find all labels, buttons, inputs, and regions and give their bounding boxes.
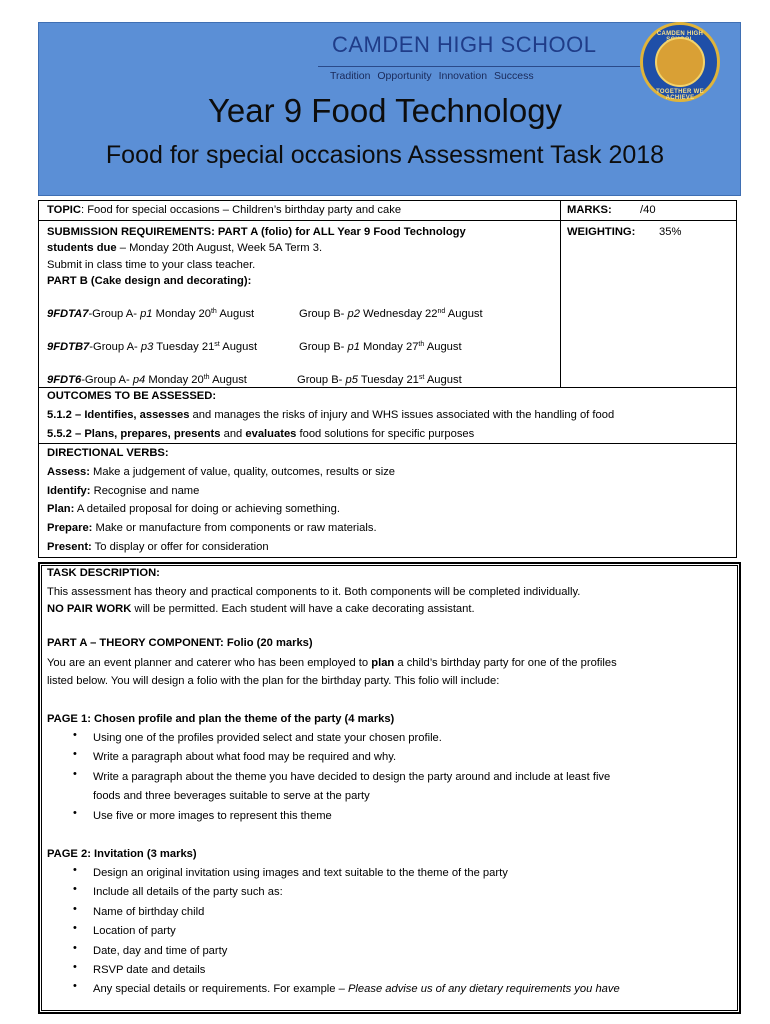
class-code: 9FDTB7 (47, 341, 90, 353)
school-tagline: Tradition Opportunity Innovation Success (330, 70, 534, 82)
list-item: Use five or more images to represent this theme (93, 810, 332, 822)
list-item: Design an original invitation using images and text suitable to the theme of the party (93, 867, 508, 879)
verb-term: Prepare: (47, 522, 93, 534)
group-a-month: August (216, 308, 255, 320)
list-item: Date, day and time of party (93, 945, 228, 957)
verb-def: Make or manufacture from components or raw materials. (92, 522, 377, 534)
ordinal-suffix: th (210, 308, 217, 315)
class-code: 9FDT6 (47, 374, 82, 386)
outcome-verb: evaluates (245, 428, 297, 440)
verb-def: Recognise and name (90, 485, 200, 497)
bullet-icon: • (73, 980, 77, 992)
topic-text: : Food for special occasions – Children’s birthday party and cake (80, 204, 402, 216)
bullet-icon: • (73, 961, 77, 973)
school-name: CAMDEN HIGH SCHOOL (332, 32, 597, 57)
list-item-text: Any special details or requirements. For example – (93, 983, 348, 995)
list-item (93, 980, 620, 998)
bullet-icon: • (73, 922, 77, 934)
topic-label: TOPIC (47, 204, 81, 216)
submission-due-label: students due (47, 242, 117, 254)
class-schedule-group-b (299, 338, 462, 356)
group-b-day: Wednesday 22 (359, 308, 438, 320)
verb-def: A detailed proposal for doing or achieving something. (74, 503, 340, 515)
verb-def: Make a judgement of value, quality, outcomes, results or size (89, 466, 396, 478)
crest-emblem (655, 37, 705, 87)
part-a-text: a child’s birthday party for one of the profiles (394, 657, 617, 669)
list-item: Location of party (93, 925, 176, 937)
verb-def: To display or offer for consideration (91, 541, 269, 553)
group-a-label: -Group A- (89, 341, 141, 353)
group-a-month: August (209, 374, 247, 386)
verb-definition (47, 500, 340, 518)
list-item-example: Please advise us of any dietary requirements you have (347, 983, 620, 995)
group-b-label: Group B- (299, 341, 348, 353)
group-b-label: Group B- (299, 308, 348, 320)
group-b-month: August (424, 341, 462, 353)
page-subtitle: Food for special occasions Assessment Task 2018 (105, 141, 665, 169)
class-schedule-group-b (297, 371, 462, 389)
verb-term: Assess: (47, 466, 90, 478)
marks-value: /40 (640, 204, 656, 216)
task-intro-text: will be permitted. Each student will have a cake decorating assistant. (131, 603, 475, 615)
list-item: Write a paragraph about what food may be required and why. (93, 751, 397, 763)
page1-heading: PAGE 1: Chosen profile and plan the theme of the party (4 marks) (47, 713, 395, 725)
bullet-icon: • (73, 864, 77, 876)
topic-cell (47, 201, 401, 219)
bullet-icon: • (73, 942, 77, 954)
group-b-period: p2 (347, 308, 360, 320)
outcome-text: and (220, 428, 246, 440)
page2-heading: PAGE 2: Invitation (3 marks) (47, 848, 197, 860)
bullet-icon: • (73, 748, 77, 760)
part-a-description (47, 654, 617, 672)
group-b-period: p1 (347, 341, 360, 353)
submission-due (47, 239, 322, 257)
class-schedule-row (47, 305, 254, 323)
bullet-icon: • (73, 903, 77, 915)
group-b-period: p5 (345, 374, 358, 386)
task-heading: TASK DESCRIPTION: (47, 567, 160, 579)
group-a-day: Monday 20 (145, 374, 204, 386)
verb-term: Plan: (47, 503, 75, 515)
crest-top-text: CAMDEN HIGH (656, 31, 704, 37)
no-pair-work: NO PAIR WORK (47, 603, 132, 615)
group-a-period: p4 (132, 374, 146, 386)
group-a-period: p1 (140, 308, 153, 320)
weighting-value: 35% (659, 226, 682, 238)
part-b-heading: PART B (Cake design and decorating): (47, 275, 252, 287)
school-crest-logo (640, 22, 720, 102)
verb-definition (47, 538, 269, 556)
submission-due-text: – Monday 20th August, Week 5A Term 3. (116, 242, 323, 254)
outcome-item (47, 406, 614, 424)
list-item: RSVP date and details (93, 964, 206, 976)
part-a-description: listed below. You will design a folio with the plan for the birthday party. This folio will include: (47, 675, 500, 687)
verb-term: Identify: (47, 485, 91, 497)
list-item: Include all details of the party such as: (93, 886, 283, 898)
marks-label: MARKS: (567, 204, 612, 216)
ordinal-suffix: st (214, 341, 220, 348)
verb-term: Present: (47, 541, 92, 553)
ordinal-suffix: th (418, 341, 425, 348)
outcome-code: 5.5.2 – Plans, prepares, presents (47, 428, 221, 440)
task-intro-line (47, 600, 475, 618)
group-a-label: -Group A- (88, 308, 141, 320)
bullet-icon: • (73, 768, 77, 780)
table-column-divider (560, 200, 561, 387)
verb-definition (47, 482, 199, 500)
banner-divider (318, 66, 640, 67)
group-b-month: August (424, 374, 462, 386)
list-item: Name of birthday child (93, 906, 205, 918)
ordinal-suffix: nd (437, 308, 446, 315)
part-a-heading: PART A – THEORY COMPONENT: Folio (20 marks) (47, 637, 313, 649)
class-schedule-row (47, 338, 257, 356)
outcome-item (47, 425, 474, 443)
class-code: 9FDTA7 (47, 308, 89, 320)
verb-definition (47, 463, 395, 481)
group-a-label: -Group A- (81, 374, 133, 386)
group-a-month: August (219, 341, 258, 353)
part-a-text: You are an event planner and caterer who has been employed to (47, 657, 372, 669)
outcomes-heading: OUTCOMES TO BE ASSESSED: (47, 390, 217, 402)
weighting-label: WEIGHTING: (567, 226, 636, 238)
outcome-code: 5.1.2 – Identifies, assesses (47, 409, 190, 421)
list-item: Using one of the profiles provided select and state your chosen profile. (93, 732, 442, 744)
ordinal-suffix: st (418, 374, 425, 381)
group-b-month: August (445, 308, 483, 320)
verb-definition (47, 519, 377, 537)
bullet-icon: • (73, 807, 77, 819)
table-row-divider (38, 220, 737, 221)
submission-instruction: Submit in class time to your class teacher. (47, 259, 256, 271)
group-a-day: Monday 20 (152, 308, 211, 320)
group-b-day: Monday 27 (359, 341, 419, 353)
group-b-label: Group B- (297, 374, 346, 386)
bullet-icon: • (73, 883, 77, 895)
crest-bottom-text: TOGETHER WE ACHIEVE (656, 89, 704, 101)
class-schedule-group-b (299, 305, 483, 323)
bullet-icon: • (73, 729, 77, 741)
part-a-verb: plan (371, 657, 395, 669)
directional-verbs-heading: DIRECTIONAL VERBS: (47, 447, 169, 459)
group-a-period: p3 (140, 341, 154, 353)
ordinal-suffix: th (203, 374, 210, 381)
list-item: Write a paragraph about the theme you have decided to design the party around and include at least five (93, 771, 611, 783)
submission-heading: SUBMISSION REQUIREMENTS: PART A (folio) for ALL Year 9 Food Technology (47, 226, 466, 238)
task-intro-line: This assessment has theory and practical components to it. Both components will be completed individually. (47, 586, 581, 598)
group-a-day: Tuesday 21 (153, 341, 215, 353)
page-title: Year 9 Food Technology (207, 92, 563, 129)
group-b-day: Tuesday 21 (357, 374, 419, 386)
outcome-text: and manages the risks of injury and WHS issues associated with the handling of food (189, 409, 615, 421)
list-item-continuation: foods and three beverages suitable to serve at the party (93, 790, 370, 802)
outcome-text: food solutions for specific purposes (296, 428, 475, 440)
